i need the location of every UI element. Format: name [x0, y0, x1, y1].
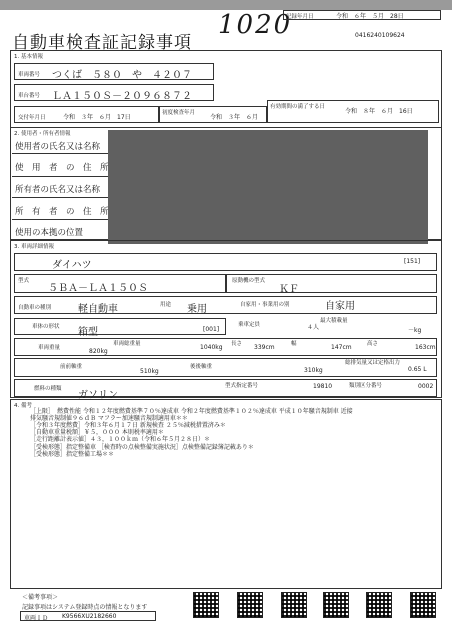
user-name-label: 使用者の氏名又は名称: [15, 142, 101, 152]
remarks-line: ［令和３年度燃費］令和３年６月１７日 新規検査 ２５％減税措置済み＊: [30, 422, 226, 429]
width-value: 147cm: [331, 344, 352, 351]
handwritten-number: 1020: [218, 10, 293, 40]
body-value: 箱型: [78, 327, 98, 338]
front-axle-value: 510kg: [140, 368, 159, 375]
vehicle-id-value: K9566XU2182660: [62, 613, 117, 620]
user-address-label: 使 用 者 の 住 所: [15, 163, 109, 173]
first-reg-label: 初度検査年月: [162, 110, 196, 116]
print-date-value: 令和 ６年 ５月 28日: [336, 13, 404, 20]
expiry-label: 有効期間の満了する日: [270, 104, 326, 110]
qr-code: [237, 592, 263, 618]
maxload-label: 最大積載量: [320, 318, 348, 324]
divider: [12, 197, 108, 198]
qr-code: [281, 592, 307, 618]
use-label: 用途: [160, 302, 172, 308]
model-num-label: 型式指定番号: [225, 383, 259, 389]
remarks-line: ［上限］ 燃費性能 令和１２年度燃費基準７０％達成車 令和２年度燃費基準１０２％達成車 平成１０年騒音規制車 近接: [30, 408, 353, 415]
maxload-value: －kg: [408, 327, 422, 334]
remarks-line: 排気騒音規制値９６ｄＢ マフラー加速騒音規制適用車＊＊: [30, 415, 188, 422]
capacity-label: 乗車定員: [238, 322, 261, 328]
width-label: 幅: [291, 341, 297, 347]
weight-value: 820kg: [89, 348, 108, 355]
base-location-label: 使用の本拠の位置: [15, 228, 84, 238]
remarks-line: ［受検形態］指定整備車 ［検査時の点検整備実施状況］点検整備記録簿記載あり＊: [30, 444, 254, 451]
issue-date-label: 交付年月日: [18, 115, 46, 121]
fuel-value: ガソリン: [78, 390, 118, 401]
gross-weight-label: 車両総重量: [113, 341, 141, 347]
divider: [12, 176, 108, 177]
remarks-line: ［自動車重量税額］￥５，０００ 本則税率適用＊: [30, 429, 164, 436]
engine-value: ＫＦ: [279, 284, 299, 295]
qr-code: [410, 592, 436, 618]
document-title: 自動車検査証記録事項: [12, 33, 192, 53]
chassis-label: 車台番号: [18, 93, 41, 99]
maker-code: [151]: [404, 258, 421, 265]
notes-heading: ＜備考事項＞: [22, 594, 59, 601]
expiry-value: 令和 ８年 ６月 16日: [345, 108, 413, 115]
print-date-label: 記録年月日: [286, 14, 314, 20]
class-num-value: 0002: [418, 383, 434, 390]
qr-code: [193, 592, 219, 618]
length-value: 339cm: [254, 344, 275, 351]
document-number: 0416240109624: [355, 32, 405, 39]
fuel-label: 燃料の種類: [34, 386, 62, 392]
class-num-label: 類別区分番号: [349, 383, 383, 389]
section-1-heading: 1. 基本情報: [14, 54, 43, 60]
section-4-heading: 4. 備考: [14, 403, 32, 409]
plate-label: 車両番号: [18, 72, 41, 78]
capacity-value: ４人: [307, 324, 320, 331]
height-value: 163cm: [415, 344, 436, 351]
gross-weight-value: 1040kg: [200, 344, 223, 351]
redaction-block: [108, 130, 428, 244]
rear-axle-label: 後後軸重: [190, 364, 213, 370]
issue-date-value: 令和 ３年 ６月 17日: [63, 114, 131, 121]
displacement-label: 総排気量又は定格出力: [345, 360, 401, 366]
engine-label: 原動機の型式: [232, 278, 266, 284]
owner-address-label: 所 有 者 の 住 所: [15, 207, 109, 217]
rear-axle-value: 310kg: [304, 367, 323, 374]
model-label: 型式: [18, 278, 30, 284]
notes-text: 記録事項はシステム登録時点の情報となります: [22, 604, 148, 611]
top-bar: [0, 0, 452, 10]
type-value: 軽自動車: [78, 304, 118, 315]
section-3-heading: 3. 車両詳細情報: [14, 244, 54, 250]
divider: [12, 219, 108, 220]
height-label: 高さ: [367, 341, 379, 347]
private-value: 自家用: [325, 301, 355, 312]
private-label: 自家用・事業用の別: [240, 302, 290, 308]
model-value: ５ＢＡ－ＬＡ１５０Ｓ: [48, 283, 148, 294]
qr-code: [366, 592, 392, 618]
length-label: 長さ: [231, 341, 243, 347]
remarks-line: ［走行距離計表示値］４３，１００ｋｍ（令和６年５月２８日）＊: [30, 436, 211, 443]
owner-name-label: 所有者の氏名又は名称: [15, 185, 101, 195]
maker-name: ダイハツ: [52, 260, 92, 271]
qr-code: [323, 592, 349, 618]
body-label: 車体の形状: [32, 324, 60, 330]
chassis-number: ＬＡ１５０Ｓ－２０９６８７２: [52, 91, 192, 102]
weight-label: 車両重量: [38, 345, 61, 351]
type-label: 自動車の種別: [18, 305, 52, 311]
remarks-line: ［受検形態］指定整備工場＊＊: [30, 451, 115, 458]
displacement-value: 0.65 L: [408, 366, 427, 373]
front-axle-label: 前前軸重: [60, 364, 83, 370]
use-value: 乗用: [187, 304, 207, 315]
vehicle-id-label: 車両ＩＤ: [24, 615, 49, 622]
body-code: [001]: [203, 326, 220, 333]
plate-number: つくば ５８０ や ４２０７: [52, 70, 192, 81]
model-num-value: 19810: [313, 383, 333, 390]
first-reg-value: 令和 ３年 ６月: [210, 114, 259, 121]
divider: [12, 153, 108, 154]
section-2-heading: 2. 使用者・所有者情報: [14, 131, 71, 137]
